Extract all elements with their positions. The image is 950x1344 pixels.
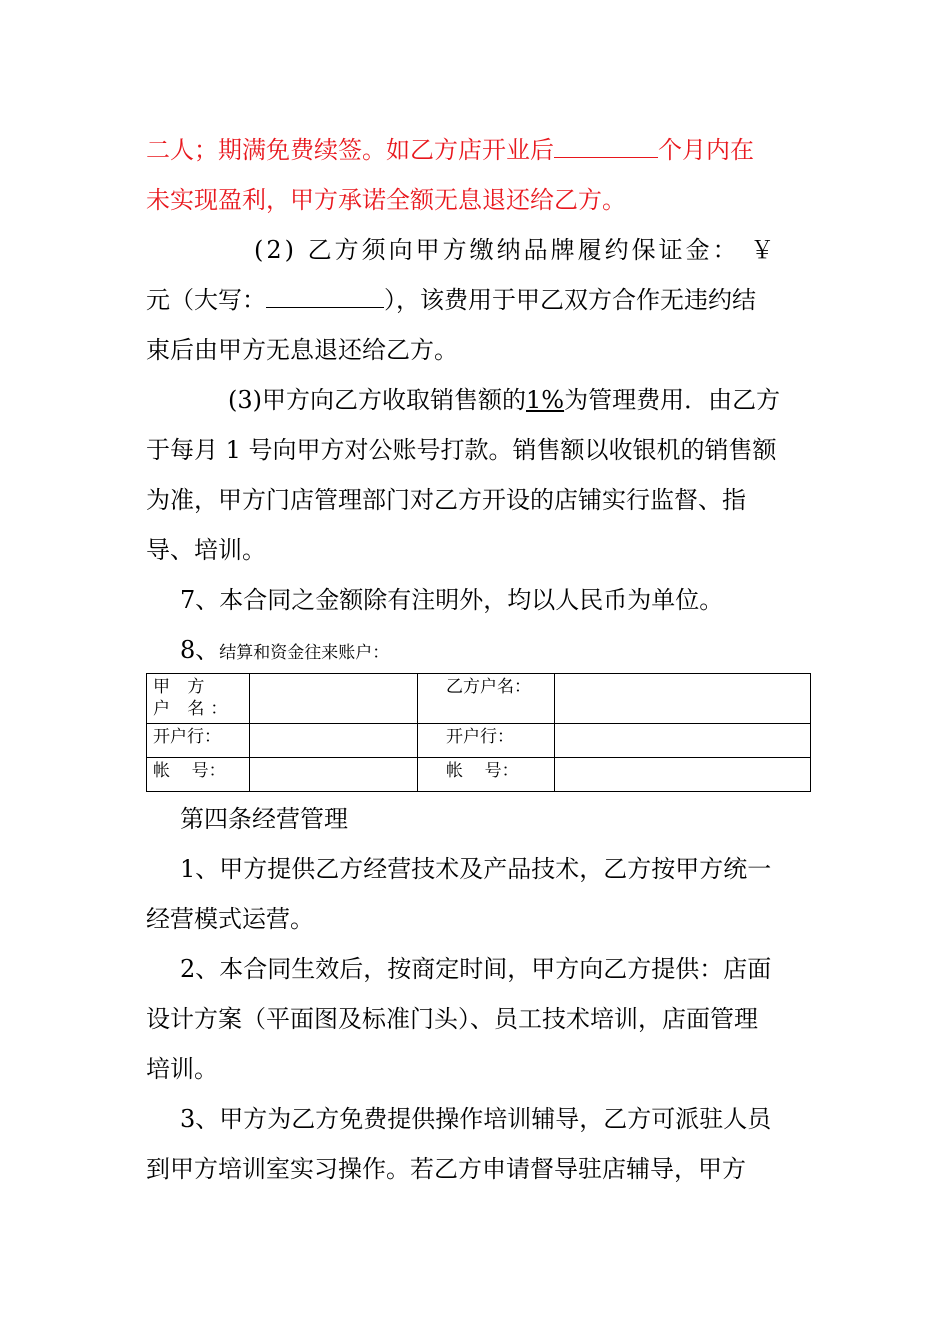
blank-months: [554, 137, 658, 158]
party-a-account-value: [250, 758, 418, 792]
text-segment: 二人；期满免费续签。如乙方店开业后: [146, 136, 554, 164]
text-segment: 元（大写：: [146, 286, 266, 314]
blank-amount-words: [266, 287, 384, 308]
party-b-account-value: [555, 758, 811, 792]
red-paragraph-line-1: [146, 135, 754, 165]
text-segment: 为管理费用．由乙方: [564, 386, 781, 414]
deposit-line-1: (2) 乙方须向甲方缴纳品牌履约保证金： ￥: [254, 236, 778, 264]
table-row: [147, 674, 811, 724]
article-4-item-1-line-1: 1、甲方提供乙方经营技术及产品技术，乙方按甲方统一: [180, 855, 772, 883]
red-paragraph-line-2: 未实现盈利，甲方承诺全额无息退还给乙方。: [146, 186, 626, 214]
percentage: 1%: [526, 386, 565, 414]
article-4-title: 第四条经营管理: [180, 805, 348, 833]
party-a-account-label: 帐 号：: [147, 758, 250, 792]
fee-line-3: 为准，甲方门店管理部门对乙方开设的店铺实行监督、指: [146, 486, 746, 514]
item-8-number: 8、: [180, 636, 220, 664]
article-4-item-3-line-1: 3、甲方为乙方免费提供操作培训辅导，乙方可派驻人员: [180, 1105, 772, 1133]
party-b-name-value: [555, 674, 811, 724]
party-b-name-label: 乙方户名：: [418, 674, 555, 724]
article-4-item-2-line-1: 2、本合同生效后，按商定时间，甲方向乙方提供：店面: [180, 955, 772, 983]
article-4-item-1-line-2: 经营模式运营。: [146, 905, 314, 933]
article-4-item-3-line-2: 到甲方培训室实习操作。若乙方申请督导驻店辅导，甲方: [146, 1155, 746, 1183]
table-row: [147, 724, 811, 758]
text-segment: ），该费用于甲乙双方合作无违约结: [384, 286, 756, 314]
fee-line-2: 于每月 1 号向甲方对公账号打款。销售额以收银机的销售额: [146, 436, 777, 464]
fee-line-4: 导、培训。: [146, 536, 266, 564]
party-a-bank-value: [250, 724, 418, 758]
item-7: 7、本合同之金额除有注明外，均以人民币为单位。: [180, 586, 724, 614]
party-b-bank-value: [555, 724, 811, 758]
text-segment: (3)甲方向乙方收取销售额的: [228, 386, 526, 414]
deposit-line-3: 束后由甲方无息退还给乙方。: [146, 336, 458, 364]
article-4-item-2-line-2: 设计方案（平面图及标准门头）、员工技术培训，店面管理: [146, 1005, 758, 1033]
fee-line-1: [228, 385, 780, 415]
party-b-bank-label: 开户行：: [418, 724, 555, 758]
party-b-account-label: 帐 号：: [418, 758, 555, 792]
table-row: [147, 758, 811, 792]
article-4-item-2-line-3: 培训。: [146, 1055, 218, 1083]
party-a-name-label: 甲 方 户 名：: [147, 674, 250, 724]
item-8-text: 结算和资金往来账户：: [219, 643, 390, 663]
accounts-table: [146, 673, 811, 792]
text-segment: 个月内在: [658, 136, 754, 164]
deposit-line-2: [146, 285, 756, 315]
party-a-bank-label: 开户行：: [147, 724, 250, 758]
party-a-name-value: [250, 674, 418, 724]
item-8: [180, 635, 389, 668]
